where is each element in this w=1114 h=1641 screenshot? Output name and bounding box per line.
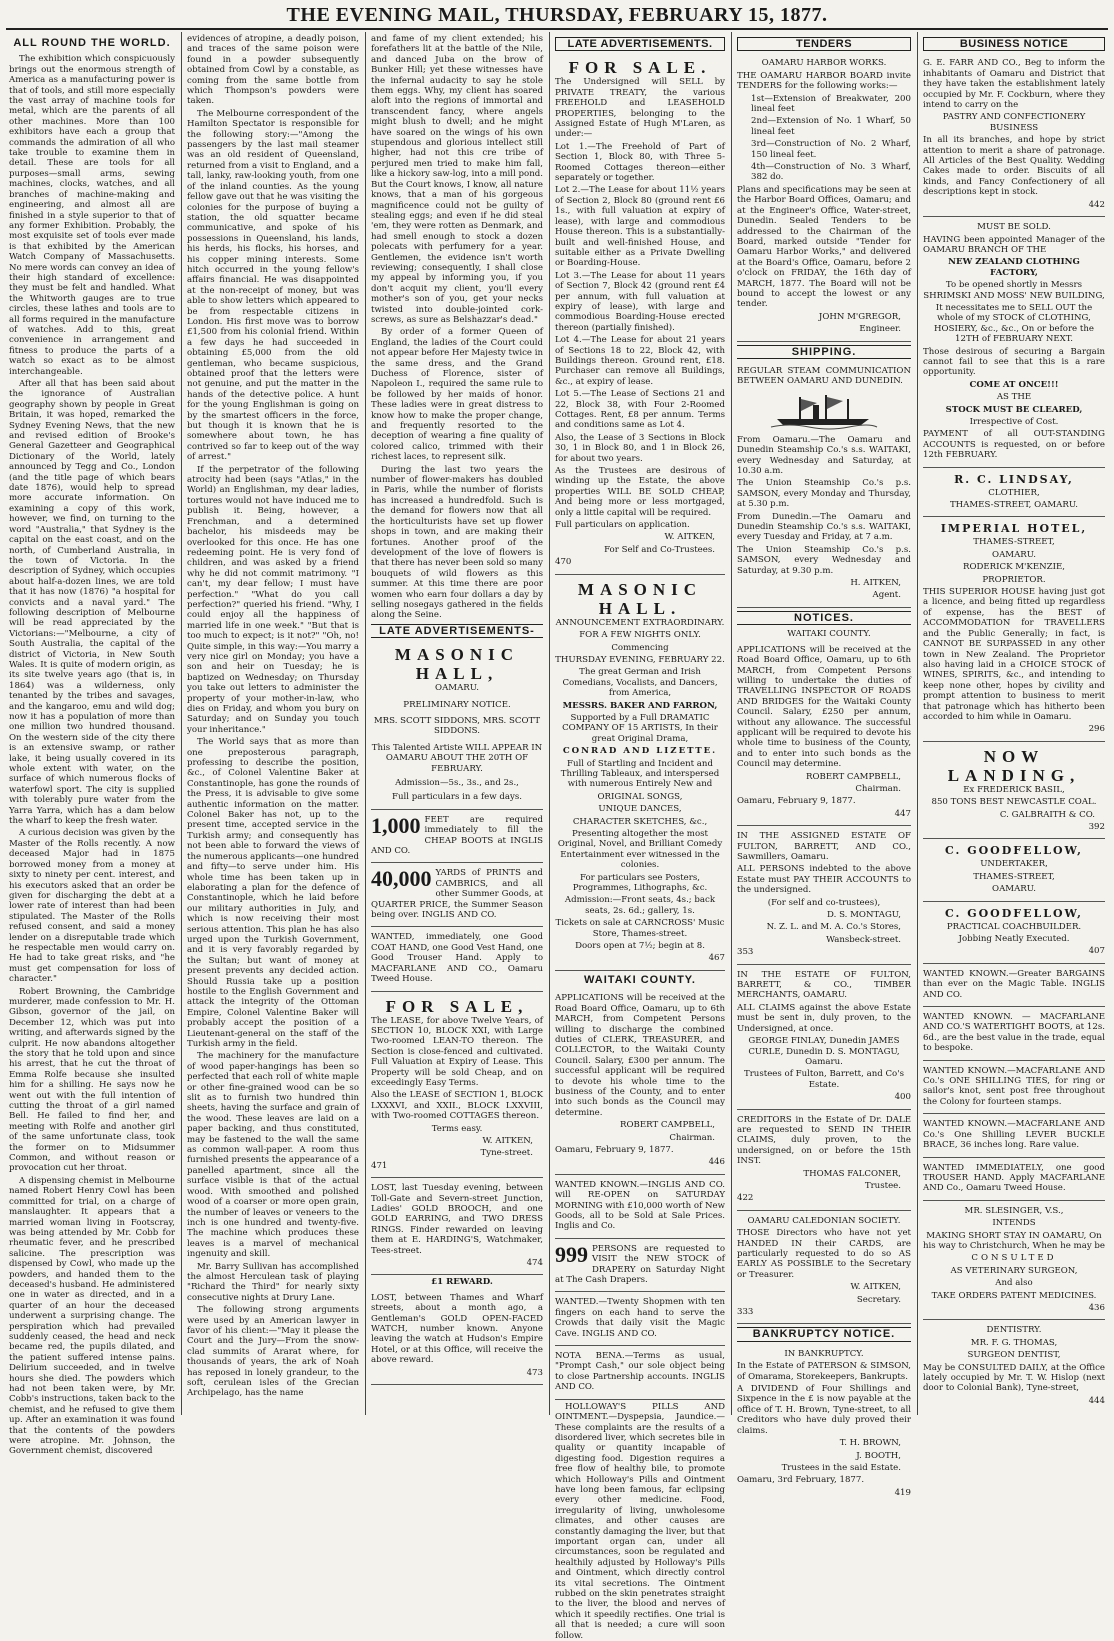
ad-body: APPLICATIONS will be received at the Road Board Office, Oamaru, up to 6th MARCH, from Competent Persons willing to undertake the duties of TRAVELLING INSPECTOR OF ROADS AND BRIDGES for the Waitaki County Council. Salary, £250 per annum, without any allowance. The successful applicant will be required to devote his whole time to business of the County, and to enter into such bonds as the Council may determine.: [737, 644, 911, 770]
ad-line: FOR A FEW NIGHTS ONLY.: [579, 630, 701, 641]
ad-body: WANTED KNOWN. — MACFARLANE AND CO.'S WATERTIGHT BOOTS, at 12s. 6d., are the best value in the trade, equal to bespoke.: [923, 1012, 1105, 1054]
ad-body: YARDS of PRINTS and CAMBRICS, and all other Summer Goods, at QUARTER PRICE, the Summer Season being over. INGLIS AND CO.: [371, 868, 543, 921]
ad-address: THAMES-STREET, OAMARU.: [949, 500, 1079, 511]
ad-admission: Admission—5s., 3s., and 2s.,: [395, 778, 519, 788]
masthead-rule: [6, 28, 1108, 30]
story-paragraph: The following strong arguments were used by an American lawyer in favor of his client:—"May it please the Court and the Jury—From the snow-clad summits of Ararat where, for thousands of years, the ark of Noah has reposed in lonely grandeur, to the soft, cerulean isles of the Grecian Archipelago, has the name: [187, 1305, 359, 1399]
ad-line: TAKE ORDERS PATENT MEDICINES.: [931, 1290, 1097, 1301]
ad-signer: JOHN M'GREGOR,: [818, 311, 901, 322]
ad-title: IN THE ESTATE OF FULTON, BARRETT, & CO., TIMBER MERCHANTS, OAMARU.: [737, 969, 911, 1001]
ad-title: OAMARU CALEDONIAN SOCIETY.: [747, 1215, 901, 1226]
ad-title: C. GOODFELLOW,: [944, 844, 1084, 858]
ad-line: CONRAD AND LIZETTE.: [562, 746, 718, 757]
ad-body: PERSONS are requested to VISIT the NEW STOCK of DRAPERY on Saturday Night at The Cash Drapers.: [555, 1243, 725, 1286]
ad-estate: In the Estate of PATERSON & SIMSON, of Omarama, Storekeepers, Bankrupts.: [737, 1361, 911, 1382]
ad-now-landing: [923, 744, 1105, 840]
ad-wanted-shopmen: [555, 1294, 725, 1346]
ad-nota-bena: [555, 1348, 725, 1400]
ad-wanted-known: [923, 1116, 1105, 1157]
ad-body: WANTED KNOWN.—MACFARLANE AND Co.'s One Shilling LEVER BUCKLE BRACE, 36 inches long. Rare value.: [923, 1119, 1105, 1151]
ad-signer: H. AITKEN,: [850, 578, 901, 589]
ad-ref: 392: [1088, 821, 1105, 832]
ad-role: Chairman.: [669, 1132, 715, 1143]
ad-line: MESSRS. BAKER AND FARRON,: [562, 700, 718, 711]
ad-body: The LEASE, for above Twelve Years, of SECTION 10, BLOCK XXI, with Large Two-roomed LEAN-TO thereon. The Section is close-fenced and cultivated. Full Valuation at Expiry of Lease. This Property will be sold Cheap, and on exceedingly Easy Terms.: [371, 1015, 543, 1088]
ad-ref: 446: [708, 1157, 725, 1168]
ad-body: It necessitates me to SELL OUT the whole of my STOCK of CLOTHING, HOSIERY, &c., &c., On or before the 12TH of FEBRUARY NEXT.: [934, 302, 1094, 345]
story-paragraph: A dispensing chemist in Melbourne named Robert Henry Cowl has been committed for trial, on a charge of manslaughter. It appears that a married woman living in Footscray, was being attended by Mr. Cobb for rheumatic fever, and he prescribed salicine. The prescription was dispensed by Cowl, who made up the powders, and handed them to the deceased's husband. He administered one in water as directed, and in a quarter of an hour the deceased underwent a surprising change. The perspiration which had prevailed suddenly ceased, the head and neck became red, the pupils dilated, and the patient suffered intense pains. Delirium succeeded, and in twelve hours she died. The powders which had not been taken were, by Mr. Cobb's instructions, taken back to the chemist, and he refused to give them up. After an examination it was found that the contents of the powders were atropine. Mr. Johnson, the Government chemist, discovered: [9, 1175, 175, 1457]
ad-1000-feet: [371, 812, 543, 864]
ad-title: MR. F. G. THOMAS,: [970, 1337, 1058, 1348]
ad-role: PROPRIETOR.: [982, 574, 1046, 585]
ad-title: NOW LANDING,: [947, 746, 1081, 785]
ad-subheader: IN BANKRUPTCY.: [784, 1348, 864, 1359]
ad-body: WANTED, immediately, one Good COAT HAND, one Good Vest Hand, one Good Trouser Hand. Apply to MACFARLANE AND CO., Oamaru Tweed House.: [371, 932, 543, 985]
ad-ref: 436: [1088, 1302, 1105, 1313]
ad-masonic-preliminary: [371, 642, 543, 810]
column-2: [182, 32, 364, 1415]
story-paragraph: The machinery for the manufacture of wood paper-hangings has been so perfected that each roll of white maple or other fine-grained wood can be so slit as to furnish two hundred thin sheets, having the surface and grain of the wood. These leaves are laid on a paper backing, and thus constituted, may be fastened to the wall the same as common wall-paper. A room thus furnished presents the appearance of a panelled apartment, since all the surface visible is that of the actual wood. With smoothed and polished wood of a coarser or more open grain, the number of leaves or veneers to the inch is one hundred and twenty-five. The machine which produces these leaves is a marvel of mechanical ingenuity and skill.: [187, 1051, 359, 1260]
column-5: [732, 32, 916, 1498]
ad-body: Also, the Lease of 3 Sections in Block 30, 1 in Block 80, and 1 in Block 26, for about two years.: [555, 432, 725, 464]
ad-masonic-hall: [555, 577, 725, 971]
ad-line: Commencing: [611, 642, 669, 653]
ad-town: OAMARU.: [992, 549, 1036, 560]
ad-wanted-inglis: [555, 1177, 725, 1239]
ad-wanted-coat-hand: [371, 929, 543, 991]
ad-role: Agent.: [872, 590, 901, 601]
ad-title: IMPERIAL HOTEL,: [940, 522, 1088, 536]
ad-body: THOSE Directors who have not yet HANDED IN their CARDS, are particularly requested to do so AS EARLY AS POSSIBLE to the Secretary or Treasurer.: [737, 1228, 911, 1280]
ad-line: Doors open at 7½; begin at 8.: [575, 941, 705, 952]
ad-line: Supported by a Full DRAMATIC COMPANY OF 15 ARTISTS, In their great Original Drama,: [562, 712, 718, 744]
ad-role: Engineer.: [859, 324, 901, 335]
ad-title: R. C. LINDSAY,: [954, 472, 1074, 486]
story-paragraph: Mr. Barry Sullivan has accomplished the almost Herculean task of playing "Richard the Third" for nearly sixty consecutive nights at Drury Lane.: [187, 1261, 359, 1303]
ad-body: In all its branches, and hope by strict attention to merit a share of patronage. All Articles of the Best Quality. Wedding Cakes made to order. Biscuits of all kinds, and Fancy Confectionery of all descriptions kept in stock.: [923, 135, 1105, 198]
ad-ref: 400: [894, 1092, 911, 1103]
ad-body: ALL CLAIMS against the above Estate must be sent in, duly proven, to the Undersigned, at once.: [737, 1002, 911, 1034]
ad-line: For particulars see Posters, Programmes, Lithographs, &c.: [572, 872, 708, 894]
ad-date: Oamaru, February 9, 1877.: [737, 796, 856, 807]
story-paragraph: If the perpetrator of the following atrocity had been (says "Atlas," in the World) an Englishman, my dear ladies, tortures would not have induced me to publish it. Being, however, a Frenchman, and a determined bachelor, his misdeeds may be overlooked for this once. He has one redeeming point. He is very fond of children, and was asked by a friend why he did not commit matrimony. "I can't, my dear fellow; I must have perfection." "What do you call perfection?" queried his friend. "Why, I could enjoy all the happiness of married life in one week." "But that is too much to expect; is it not?" "Oh, no! Quite simple, in this way:—You marry a very nice girl on Monday; you have a son and heir on Tuesday; he is baptized on Wednesday; on Thursday you take out letters to administer the property of your mother-in-law, who dies on Friday, and whom you bury on Saturday; and on Sunday you touch your inheritance.": [187, 464, 359, 735]
ad-date: Oamaru, 3rd February, 1877.: [737, 1475, 865, 1486]
column-6: [918, 32, 1110, 1415]
ad-title: REGULAR STEAM COMMUNICATION BETWEEN OAMARU AND DUNEDIN.: [737, 365, 911, 387]
ad-line: CHARACTER SKETCHES, &c.,: [572, 816, 708, 827]
ad-body: Those desirous of securing a Bargain cannot fail to see that this is a rare opportunity.: [923, 346, 1105, 378]
ad-line: AS VETERINARY SURGEON,: [950, 1265, 1078, 1276]
ad-body: LOST, between Thames and Wharf streets, about a month ago, a Gentleman's GOLD OPEN-FACED WATCH, number known. Anyone leaving the watch at Hudson's Empire Hotel, or at this Office, will receive the above reward.: [371, 1292, 543, 1366]
ad-body: From Oamaru.—The Oamaru and Dunedin Steamship Co.'s s.s. WAITAKI, every Wednesday and Saturday, at 10.30 a.m.: [737, 434, 911, 476]
ad-goodfellow-coachbuilder: [923, 904, 1105, 964]
masthead: THE EVENING MAIL, THURSDAY, FEBRUARY 15, 1877.: [286, 4, 828, 26]
ad-address: Wansbeck-street.: [826, 934, 901, 945]
ad-ref: 474: [526, 1258, 543, 1269]
ad-signer: W. AITKEN,: [664, 532, 715, 543]
story-paragraph: The Melbourne correspondent of the Hamilton Spectator is responsible for the following story:—"Among the passengers by the last mail steamer was an old resident of Queensland, returned from a visit to England, and a tall, lanky, raw-looking youth, from one of the inland counties. As the young fellow gave out that he was visiting the colonies for the purpose of buying a station, the old squatter became communicative, and spoke of his possessions in Queensland, his lands, his herds, his flocks, his horses, and his copper mining interests. Some hitch occurred in the young fellow's affairs financial. He was disappointed at the non-receipt of money, but was able to show letters which appeared to be from respectable citizens in London. His first move was to borrow £1,500 from his colonial friend. Within a few days he had succeeded in obtaining £5,000 from the old gentleman, who became suspicious, obtained proof that the letters were not genuine, and put the matter in the hands of the detective police. A hunt for the young Englishman is going on by the smartest officers in the force, but though it is known that he is somewhere about town, he has contrived so far to keep out of the way of arrest.": [187, 108, 359, 463]
ad-intro: HAVING been appointed Manager of the OAMARU BRANCH OF THE: [923, 234, 1105, 255]
section-header: TENDERS: [737, 37, 911, 51]
ad-body: 850 TONS BEST NEWCASTLE COAL.: [931, 797, 1097, 808]
ad-terms: Terms easy.: [431, 1123, 483, 1134]
story-paragraph: The exhibition which conspicuously brings out the enormous strength of America as a manufacturing power is that of tools, and still more especially the vast array of machine tools for metal, which are the parents of all other machines. More than 100 exhibitors have each a group that commands the admiration of all who take trouble to examine them in detail. These are tools for all purposes—small arms, sewing machines, clocks, watches, and all branches of machine-making and engineering, and almost all are finished in a style superior to that of any former Exhibition. Probably, the most exquisite set of tools ever made is that exhibited by the American Watch Company of Massachusetts. No mere words can convey an idea of their high standard of excellence: they must be felt and handled. What the Whitworth gauges are to true circles, these lathes and tools are to all forms required in the manufacture of watches. Add to this, great convenience in arrangement and fitness to produce the parts of a watch so exact as to be almost interchangeable.: [9, 54, 175, 377]
subheader: WAITAKI COUNTY.: [787, 629, 871, 640]
ad-title: NEW ZEALAND CLOTHING FACTORY,: [948, 257, 1080, 278]
ad-goodfellow-undertaker: [923, 841, 1105, 901]
ad-role: Chairman.: [855, 783, 901, 794]
ad-role: Secretary.: [856, 1294, 901, 1305]
ad-line: ANNOUNCEMENT EXTRAORDINARY.: [555, 617, 725, 628]
ad-body: Lot 5.—The Lease of Sections 21 and 22, Block 38, with Four 2-Roomed Cottages. Rent, £8 per annum. Terms and conditions same as Lot 4.: [555, 389, 725, 431]
story-title: ALL ROUND THE WORLD.: [13, 37, 171, 49]
ad-harbor-works: [737, 55, 911, 341]
ad-body: The Union Steamship Co.'s p.s. SAMSON, every Wednesday and Saturday, at 9.30 p.m.: [737, 544, 911, 576]
section-header: LATE ADVERTISEMENTS.: [555, 37, 725, 51]
section-header: WAITAKI COUNTY.: [584, 973, 696, 986]
ad-body: WANTED IMMEDIATELY, one good TROUSER HAND. Apply MACFARLANE AND Co., Oamaru Tweed House.: [923, 1162, 1105, 1194]
ad-lost-watch: [371, 1290, 543, 1385]
ad-line: ORIGINAL SONGS,: [597, 791, 683, 802]
ad-line: The great German and Irish Comedians, Vocalists, and Dancers, from America,: [562, 667, 718, 699]
ad-address: THAMES-STREET,: [973, 871, 1055, 882]
ad-line: STOCK MUST BE CLEARED,: [945, 404, 1083, 415]
ad-line: UNIQUE DANCES,: [598, 804, 682, 815]
ad-ref: 467: [708, 953, 725, 964]
ad-body: LOST, last Tuesday evening, between Toll-Gate and Severn-street Junction, Ladies' GOLD BROOCH, and one GOLD EARRING, and TWO DRESS RINGS. Finder rewarded on leaving them at E. HARDING'S, Watchmaker, Tees-street.: [371, 1183, 543, 1256]
ad-ref: 353: [737, 947, 754, 958]
holloway-notice: HOLLOWAY'S PILLS AND OINTMENT.—Dyspepsia, Jaundice.—These complaints are the results of a disordered liver, which secretes bile in quality or quantity incapable of digesting food. Digestion requires a free flow of healthy bile, to promote which Holloway's Pills and Ointment have long been famous, far eclipsing every other medicine. Food, irregularity of living, unwholesome climates, and other causes are constantly damaging the liver, but that important organ can, under all circumstances, soon be regulated and healthily adjusted by Holloway's Pills and Ointment, which directly control its vital secretions. The Ointment rubbed on the skin penetrates straight to the liver, the blood and nerves of which it speedily rectifies. One trial is all that is needed; a cure will soon follow.: [555, 1401, 725, 1641]
ad-ref: 442: [1088, 199, 1105, 210]
ad-body: WANTED KNOWN.—MACFARLANE AND Co.'s ONE SHILLING TIES, for ring or sailor's knot, sent post free throughout the Colony for fourteen stamps.: [923, 1065, 1105, 1107]
ad-names: GEORGE FINLAY, Dunedin JAMES CURLE, Dunedin D. S. MONTAGU, Oamaru.: [748, 1036, 900, 1067]
ad-body: Lot 4.—The Lease for about 21 years of Sections 18 to 22, Block 42, with Buildings thereon. Ground rent, £18. Purchaser can remove all Buildings, &c., at expiry of lease.: [555, 335, 725, 387]
ad-waitaki-inspector: [737, 642, 911, 827]
ad-number: 40,000: [371, 866, 432, 892]
ad-body: Plans and specifications may be seen at the Harbor Board Offices, Oamaru; and at the Engineer's Office, Water-street, Dunedin. Sealed Tenders to be addressed to the Chairman of the Board, marked outside "Tender for Oamaru Harbor Works," and delivered at the Board's Office, Oamaru, before 2 o'clock on FRIDAY, the 16th day of MARCH, 1877. The Board will not be bound to accept the lowest or any tender.: [737, 184, 911, 310]
reward-heading: £1 REWARD.: [431, 1277, 493, 1288]
ad-signer: THOMAS FALCONER,: [803, 1168, 901, 1179]
ad-ref: 422: [737, 1193, 754, 1204]
ad-signer: ROBERT CAMPBELL,: [806, 771, 901, 782]
ad-item: 3rd—Construction of No. 2 Wharf, 150 lineal feet.: [751, 139, 911, 160]
ad-role: Trustees of Fulton, Barrett, and Co's Estate.: [743, 1069, 905, 1090]
ad-lindsay: [923, 470, 1105, 518]
ad-40000-yards: [371, 865, 543, 927]
ad-for-sale-properties: [555, 55, 725, 574]
ad-body: A DIVIDEND of Four Shillings and Sixpence in the £ is now payable at the office of T. H. Brown, Tyne-street, to all Creditors who have duly proved their claims.: [737, 1384, 911, 1436]
story-paragraph: evidences of atropine, a deadly poison, and traces of the same poison were found in a powder subsequently obtained from Cowl by a constable, as coming from the same bottle from which Thompson's powders were taken.: [187, 34, 359, 107]
ad-body: WANTED KNOWN.—INGLIS AND CO. will RE-OPEN on SATURDAY MORNING with £10,000 worth of New Goods, all to be Sold at Sale Prices. Inglis and Co.: [555, 1179, 725, 1232]
ad-wanted-trouser-hand: [923, 1160, 1105, 1201]
ad-role: Trustees in the said Estate.: [781, 1462, 901, 1473]
ad-imperial-hotel: [923, 519, 1105, 741]
ad-address: Tyne-street.: [480, 1148, 533, 1159]
column-1: [4, 32, 180, 1457]
section-header: SHIPPING.: [737, 345, 911, 359]
ad-line: Irrespective of Cost.: [969, 417, 1059, 427]
ad-body: May be CONSULTED DAILY, at the Office lately occupied by Mr. T. W. Hislop (next door to Colonial Bank), Tyne-street,: [923, 1362, 1105, 1394]
ad-subtitle: OAMARU.: [435, 683, 479, 694]
ad-line: Admission:—Front seats, 4s.; back seats, 2s. 6d.; gallery, 1s.: [564, 895, 716, 916]
ad-line: Presenting altogether the most Original, Novel, and Brilliant Comedy Entertainment ever witnessed in the colonies.: [557, 829, 723, 871]
ad-role: SURGEON DENTIST,: [967, 1350, 1061, 1361]
ad-caledonian-society: [737, 1213, 911, 1325]
ad-role: CLOTHIER,: [988, 487, 1040, 498]
story-paragraph: A curious decision was given by the Master of the Rolls recently. A now deceased Major had in 1875 borrowed money from a money at sixty to ninety per cent. interest, and his executors asked that an order be given for discharging the debt at a lower rate of interest than had been stipulated. The Master of the Rolls refused consent, and said a money lender on a disreputable trade which he respectable men would carry on. He had to take great risks, and "he must get compensation for loss of character.": [9, 828, 175, 985]
story-paragraph: and fame of my client extended; his forefathers lit at the battle of the Nile, and danced Juba on the brow of Bunker Hill; yet these witnesses have the infernal audacity to say he stole them eggs. Why, my client has soared aloft into the regions of immortal and transcendent fancy, where angels might blush to dwell; and he might have soared on the wings of his own stupendous and glorious intellect still higher, had not this cre tribe of perjured men tried to make him fall, like a hickory saw-log, into a mill pond. But the Court knows, I know, all nature knows, that a man of his gorgeous magnificence could not be guilty of stealing eggs; and even if he did steal 'em, they were rotten as Denmark, and had smell enough to stock a dozen polecats with perfumery for a year. Gentlemen, the evidence isn't worth reviewing; consequently, I shall close my appeal by informing you, if you don't acquit my client, you'll every mother's son of you, get your necks twisted into double-jointed cork-screws, as sure as Belshazzar's dead.": [371, 34, 543, 325]
ad-body: NOTA BENA.—Terms as usual, "Prompt Cash," our sole object being to close Partnership accounts. INGLIS AND CO.: [555, 1351, 725, 1393]
ad-title: C. GOODFELLOW,: [944, 906, 1084, 920]
ad-item: 2nd—Extension of No. 1 Wharf, 50 lineal feet: [751, 116, 911, 137]
section-header: BUSINESS NOTICE: [923, 37, 1105, 51]
ad-body: Lot 1.—The Freehold of Part of Section 1, Block 80, with Three 5-Roomed Cottages thereon—either separately or together.: [555, 141, 725, 184]
ad-signer: ROBERT CAMPBELL,: [620, 1120, 715, 1131]
ad-names: MRS. SCOTT SIDDONS, MRS. SCOTT SIDDONS.: [373, 715, 541, 737]
ad-line: And also: [995, 1278, 1033, 1289]
section-header: NOTICES.: [737, 611, 911, 625]
ad-ref: 471: [371, 1160, 388, 1171]
ad-line: COME AT ONCE!!!: [969, 379, 1059, 390]
ad-signer: T. H. BROWN,: [839, 1438, 901, 1449]
ad-body: Lot 3.—The Lease for about 11 years of Section 7, Block 42 (ground rent £4 per annum, with full valuation at expiry of lease), with large and commodious Boarding-House erected thereon (partially finished).: [555, 270, 725, 333]
ad-body: APPLICATIONS will be received at the Road Board Office, Oamaru, up to 6th MARCH, from Competent Persons willing to discharge the combined duties of CLERK, TREASURER, and COLLECTOR, to the Waitaki County Council. Salary, £300 per annum. The successful applicant will be required to devote his whole time to the business of the County, and to enter into such bonds as the Council may determine.: [555, 993, 725, 1118]
ad-body: Full particulars on application.: [555, 520, 690, 531]
ad-body: WANTED.—Twenty Shopmen with ten fingers on each hand to serve the Crowds that daily visit the Magic Cave. INGLIS AND CO.: [555, 1297, 725, 1339]
story-paragraph: The World says that as more than one preposterous paragraph, professing to describe the position, &c., of Colonel Valentine Baker at Constantinople, has gone the rounds of the Press, it is advisable to give some authentic information on the matter. Colonel Baker has not, up to the present time, accepted service in the Turkish army; and consequently has not been able to forward the views of the numerous applicants—one hundred and fifty—to serve under him. His whole time has been taken up in elaborating a plan for the defence of Constantinople, which he laid before our military authorities in July, and which is now receiving their most serious attention. This plan he has also urged upon the Turkish Government, and it is very favorably regarded by the Sultan; but want of money at present prevents any decided action. Should Russia take up a position hostile to the English Government and attack the integrity of the Ottoman Empire, Colonel Valentine Baker will probably accept the position of a Lieutenant-general on the staff of the Turkish army in the field.: [187, 737, 359, 1049]
ad-wanted-known: [923, 1009, 1105, 1061]
ad-title: MR. SLESINGER, V.S.,: [964, 1205, 1064, 1216]
ad-title: IN THE ASSIGNED ESTATE OF FULTON, BARRETT, AND CO., Sawmillers, Oamaru.: [737, 831, 911, 862]
ad-dale-creditors: [737, 1112, 911, 1211]
columns: [4, 32, 1110, 1641]
ad-assigned-estate: [737, 828, 911, 964]
ad-body: G. E. FARR AND CO., Beg to inform the inhabitants of Oamaru and District that they have taken the establishment lately occupied by Mr. F. Cockburn, where they intend to carry on the: [923, 58, 1105, 111]
ad-subtitle: THAMES-STREET,: [973, 537, 1055, 548]
ad-body: THIS SUPERIOR HOUSE having just got a licence, and being fitted up regardless of expense, has the BEST of ACCOMMODATION for TRAVELLERS and the Public Generally; in fact, is CANNOT BE SURPASSED in any other town in New Zealand. The Proprietor also having laid in a CHOICE STOCK of WINES, SPIRITS, &c., and intending to keep none other, hopes by civility and prompt attention to business to merit that patronage which has hitherto been accorded to him while in Oamaru.: [923, 587, 1105, 722]
story-paragraph: By order of a former Queen of England, the ladies of the Court could not appear before Her Majesty twice in the same dress, and the Grand Duchess of Florence, sister of Napoleon I., required the same rule to be followed by her maids of honor. These ladies were in great distress to know how to make the proper change, and frequently resorted to the deception of wearing a fine quality of colored calico, trimmed with their richest laces, to represent silk.: [371, 327, 543, 463]
ad-ref: 333: [737, 1307, 754, 1318]
ad-body: ALL PERSONS indebted to the above Estate must PAY THEIR ACCOUNTS to the undersigned.: [737, 864, 911, 896]
ad-line: THURSDAY EVENING, FEBRUARY 22.: [555, 654, 725, 665]
ad-notice: PRELIMINARY NOTICE.: [403, 699, 511, 710]
ad-ref: 447: [894, 808, 911, 819]
ad-number: 999: [555, 1241, 588, 1267]
ad-title: MASONIC HALL,: [394, 645, 520, 684]
ad-title: FOR SALE,: [385, 996, 529, 1016]
ad-footer: Full particulars in a few days.: [392, 792, 522, 803]
ad-line: AS THE: [996, 392, 1032, 403]
column-3: [366, 32, 548, 1415]
ad-role: N. Z. L. and M. A. Co.'s Stores,: [766, 922, 901, 933]
ad-lost-brooch: [371, 1180, 543, 1275]
ad-signer: C. GALBRAITH & CO.: [999, 809, 1095, 820]
story-paragraph: Robert Browning, the Cambridge murderer, made confession to Mr. H. Gibson, governor of the jail, on December 12, which was put into writing, and afterwards signed by the culprit. He now abandons altogether the story that he told upon and since his arrest, that he cut the throat of Emma Rolfe because she insulted him for a shilling. He says now he went out with the full intention of cutting the throat of a girl named Bell. He failed to find her, and meeting with Rolfe and another girl of the same unfortunate class, took the former on to Midsummer Common, and without reason or provocation cut her throat.: [9, 986, 175, 1174]
ad-item: 4th—Construction of No. 3 Wharf, 382 do.: [751, 162, 911, 183]
ad-ship: Ex FREDERICK BASIL,: [963, 784, 1065, 795]
ad-heading: MUST BE SOLD.: [977, 222, 1051, 233]
ad-body: WANTED KNOWN.—Greater BARGAINS than ever on the Magic Table. INGLIS AND CO.: [923, 968, 1105, 1000]
story-paragraph: After all that has been said about the ignorance of Australian geography shown by people in Great Britain, it was hoped, remarked the Sydney Evening News, that the new and revised edition of Brooke's General Gazetteer and Geographical Dictionary of the World, lately announced by Tegg and Co., London (and the title page of which bears date 1876), would help to spread more accurate information. On examining a copy of this work, however, we find, on turning to the word "Australia," that Sydney is the capital on the east coast, and on the north, of Cumberland Australia, in the town of Victoria. In the description of Sydney, which occupies about half-a-dozen lines, we are told that it has now (1876) "a hospital for convicts and a naval yard." The following description of Melbourne will be read appreciated by the Victorians:—"Melbourne, a city of South Australia, the capital of the district of Victoria, in New South Wales. It is quite of modern origin, as its site twelve years ago (that is, in 1864) was a wilderness, only tenanted by the tribes and savages, and the kangaroo, emu and wild dog; now it has a population of more than one million two hundred thousand. On the western side of the city there is an extensive swamp, or rather lake, it being usually covered in its whole extent with water, on the surface of which numerous flocks of waterfowl sport. The city is supplied with tolerably pure water from the Yarra Yarra, which has a dam below the wharf to keep the fresh water.: [9, 379, 175, 827]
ad-note: (For self and co-trustees),: [767, 897, 881, 908]
ad-body: This Talented Artiste WILL APPEAR IN OAMARU ABOUT THE 20TH OF FEBRUARY.: [371, 742, 543, 774]
ad-signer: D. S. MONTAGU,: [827, 910, 901, 921]
ad-town: OAMARU.: [992, 884, 1036, 895]
ad-body: From Dunedin.—The Oamaru and Dunedin Steamship Co.'s s.s. WAITAKI, every Tuesday and Friday, at 7 a.m.: [737, 511, 911, 543]
ad-body: To be opened shortly in Messrs SHRIMSKI AND MOSS' NEW BUILDING,: [923, 280, 1105, 301]
ad-wanted-known: [923, 966, 1105, 1007]
ad-role: UNDERTAKER,: [980, 859, 1048, 870]
ad-role: Trustee.: [864, 1180, 901, 1191]
ad-ref: 473: [526, 1367, 543, 1378]
ad-line: Full of Startling and Incident and Thrilling Tableaux, and interspersed with numerous Entirely New and: [560, 758, 720, 790]
story-paragraph: During the last two years the number of flower-makers has doubled in Paris, while the number of florists has increased a hundredfold. Such is the demand for flowers now that all the horticulturists have set up flower shops in town, and are making their fortunes. Another proof of the development of the love of flowers is that there has never been sold so many bouquets of wild flowers as this summer. At this time there are poor women who earn four dollars a day by selling nosegays gathered in the fields along the Seine.: [371, 464, 543, 621]
ad-line: CONSULTED: [971, 1253, 1057, 1264]
ad-body: Jobbing Neatly Executed.: [958, 934, 1070, 944]
ad-ref: 470: [555, 557, 572, 568]
ad-999-persons: [555, 1241, 725, 1293]
ad-signer: W. AITKEN,: [850, 1282, 901, 1293]
ad-fulton-estate: [737, 967, 911, 1110]
ad-body: The Undersigned will SELL by PRIVATE TREATY, the various FREEHOLD and LEASEHOLD PROPERTIES, belonging to the Assigned Estate of Hugh M'Laren, as under:—: [555, 77, 725, 140]
ad-clothing-factory: [923, 219, 1105, 468]
ad-body: PAYMENT of all OUT-STANDING ACCOUNTS is requested, on or before 12th FEBRUARY.: [923, 429, 1105, 461]
ad-body: Also the LEASE of SECTION 1, BLOCK LXXXVI, and XXII., BLOCK LXXVIII, with Two-roomed COTTAGES thereon.: [371, 1090, 543, 1122]
ad-signer: W. AITKEN,: [482, 1135, 533, 1146]
ad-ref: 296: [1088, 724, 1105, 735]
steamship-icon: [769, 391, 879, 431]
ad-heading: DENTISTRY.: [986, 1325, 1042, 1336]
ad-body: The Union Steamship Co.'s p.s. SAMSON, every Monday and Thursday, at 5.30 p.m.: [737, 478, 911, 510]
ad-ref: 444: [1088, 1395, 1105, 1406]
ad-ref: 419: [894, 1487, 911, 1498]
ad-body: FEET are required immediately to fill the CHEAP BOOTS at INGLIS AND CO.: [371, 814, 543, 857]
ad-title: OAMARU HARBOR WORKS.: [761, 58, 887, 69]
ad-farr-pastry: [923, 55, 1105, 217]
ad-wanted-known: [923, 1063, 1105, 1115]
ad-number: 1,000: [371, 812, 421, 838]
ad-owner: RODERICK M'KENZIE,: [962, 562, 1066, 573]
section-header: LATE ADVERTISEMENTS-: [371, 624, 543, 638]
column-4: [550, 32, 730, 1641]
ad-title: PASTRY AND CONFECTIONERY BUSINESS: [942, 112, 1086, 133]
ad-line: Tickets on sale at CARNCROSS' Music Store, Thames-street.: [555, 918, 725, 939]
ad-body: MAKING SHORT STAY IN OAMARU, On his way to Christchurch, When he may be: [923, 1230, 1106, 1251]
ad-role: For Self and Co-Trustees.: [604, 544, 715, 555]
ad-intro: THE OAMARU HARBOR BOARD invite TENDERS for the following works:—: [737, 70, 911, 92]
ad-dentistry: [923, 1322, 1105, 1412]
ad-waitaki-clerk: [555, 990, 725, 1175]
ad-role: PRACTICAL COACHBUILDER.: [946, 921, 1082, 932]
ad-ref: 407: [1088, 946, 1105, 957]
ad-for-sale-lease: [371, 994, 543, 1179]
ad-slesinger: [923, 1203, 1105, 1321]
ad-body: CREDITORS in the Estate of Dr. DALE are requested to SEND IN THEIR CLAIMS, duly proven, to the undersigned, on or before the 15th INST.: [737, 1114, 911, 1167]
ad-title: FOR SALE.: [568, 58, 712, 78]
ad-body: Lot 2.—The Lease for about 11½ years of Section 2, Block 80 (ground rent £6 1s., with full valuation at expiry of lease), with large and commodious House thereon. This is a substantially-built and well-finished House, and suitable either as a Private Dwelling or Boarding-House.: [555, 185, 725, 269]
ad-item: 1st—Extension of Breakwater, 200 lineal feet: [751, 93, 911, 115]
ad-line: INTENDS: [992, 1218, 1036, 1229]
ad-bankruptcy: [737, 1346, 911, 1504]
section-header: BANKRUPTCY NOTICE.: [737, 1327, 911, 1341]
ad-signer: J. BOOTH,: [856, 1450, 901, 1461]
ad-date: Oamaru, February 9, 1877.: [555, 1144, 674, 1155]
ad-steam-communication: [737, 363, 911, 608]
ad-body: As the Trustees are desirous of winding up the Estate, the above properties WILL BE SOLD CHEAP, And being more or less mortgaged, only a little capital will be required.: [555, 466, 725, 518]
ad-title: MASONIC HALL.: [577, 579, 703, 618]
